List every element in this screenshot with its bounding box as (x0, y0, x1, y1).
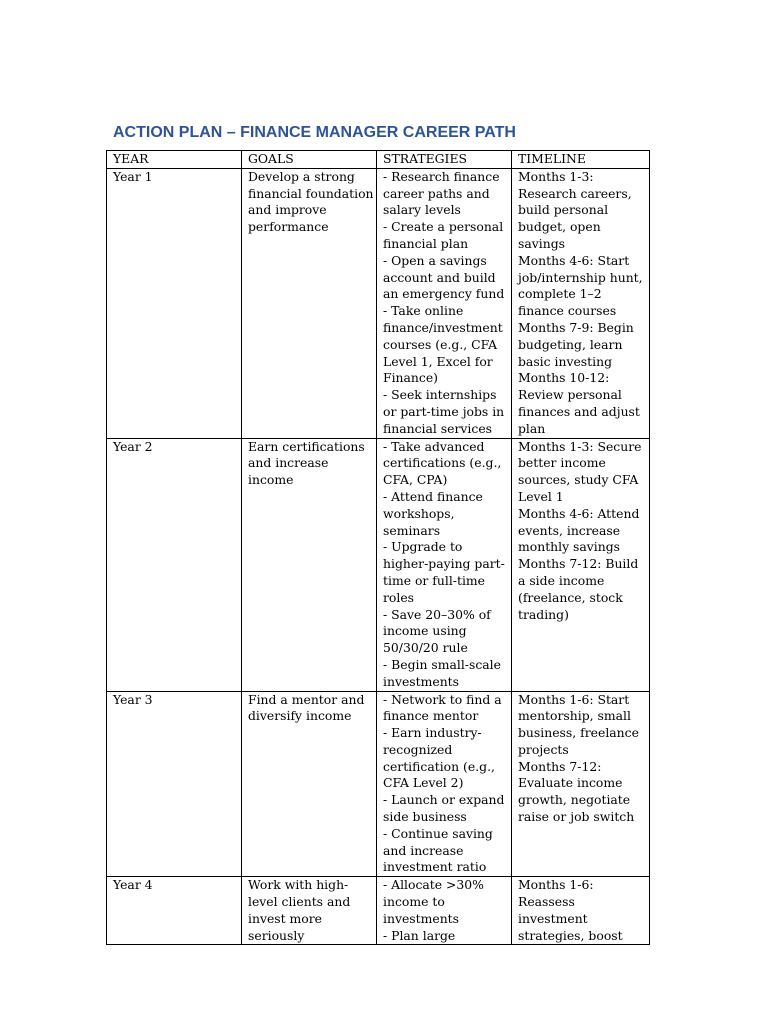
strategy-item: - Take online finance/investment courses (e.g., CFA Level 1, Excel for Finance) (383, 303, 503, 386)
strategy-item: - Continue saving and increase investment ratio (383, 825, 493, 875)
goals-cell: Find a mentor and diversify income (242, 691, 377, 877)
strategies-cell (377, 691, 512, 877)
strategy-item: - Research finance career paths and salary levels (383, 168, 500, 218)
strategy-item: - Launch or expand side business (383, 792, 505, 825)
table-row (107, 168, 650, 438)
year-cell: Year 2 (107, 438, 242, 691)
timeline-item: Months 7-12: Evaluate income growth, negotiate raise or job switch (518, 758, 635, 825)
timeline-item: Months 7-9: Begin budgeting, learn basic investing (518, 319, 634, 369)
timeline-item: Months 1-6: Start mentorship, small business, freelance projects (518, 691, 639, 757)
page-title: ACTION PLAN – FINANCE MANAGER CAREER PATH (113, 124, 516, 141)
strategy-item: - Allocate >30% income to investments (383, 877, 484, 926)
strategy-item: - Open a savings account and build an emergency fund (383, 252, 505, 302)
timeline-cell (512, 877, 650, 945)
timeline-cell (512, 691, 650, 877)
action-plan-table (106, 150, 650, 945)
goals-cell: Develop a strong financial foundation and improve performance (242, 168, 377, 438)
year-cell: Year 4 (107, 877, 242, 945)
year-cell: Year 3 (107, 691, 242, 877)
year-cell: Year 1 (107, 168, 242, 438)
timeline-item: Months 4-6: Attend events, increase monthly savings (518, 505, 640, 555)
strategy-item: - Create a personal financial plan (383, 219, 504, 251)
strategy-item: - Network to find a finance mentor (383, 691, 502, 724)
table-header-row (107, 151, 650, 169)
header-year: YEAR (107, 151, 242, 169)
strategies-cell (377, 168, 512, 438)
strategy-item: - Begin small-scale investments (383, 656, 501, 689)
strategy-item: - Save 20–30% of income using 50/30/20 rule (383, 606, 491, 656)
timeline-item: Months 10-12: Review personal finances and adjust plan (518, 370, 640, 436)
goals-cell: Earn certifications and increase income (242, 438, 377, 691)
timeline-item: Months 1-6: Reassess investment strategies, boost (518, 877, 623, 943)
timeline-cell (512, 438, 650, 691)
table-row (107, 438, 650, 691)
timeline-item: Months 1-3: Secure better income sources, study CFA Level 1 (518, 438, 642, 504)
table-row (107, 877, 650, 945)
strategy-item: - Upgrade to higher-paying part-time or full-time roles (383, 539, 505, 605)
table-row (107, 691, 650, 877)
strategy-item: - Seek internships or part-time jobs in financial services (383, 387, 505, 436)
strategy-item: - Plan large (383, 927, 456, 943)
header-goals: GOALS (242, 151, 377, 169)
header-strategies: STRATEGIES (377, 151, 512, 169)
timeline-item: Months 4-6: Start job/internship hunt, complete 1–2 finance courses (518, 252, 643, 319)
strategies-cell (377, 877, 512, 945)
strategy-item: - Take advanced certifications (e.g., CFA, CPA) (383, 438, 502, 488)
goals-cell: Work with high-level clients and invest more seriously (242, 877, 377, 945)
strategies-cell (377, 438, 512, 691)
timeline-item: Months 7-12: Build a side income (freelance, stock trading) (518, 556, 639, 622)
header-timeline: TIMELINE (512, 151, 650, 169)
timeline-item: Months 1-3: Research careers, build personal budget, open savings (518, 168, 632, 251)
timeline-cell (512, 168, 650, 438)
strategy-item: - Earn industry-recognized certification (e.g., CFA Level 2) (383, 725, 495, 791)
strategy-item: - Attend finance workshops, seminars (383, 488, 483, 538)
